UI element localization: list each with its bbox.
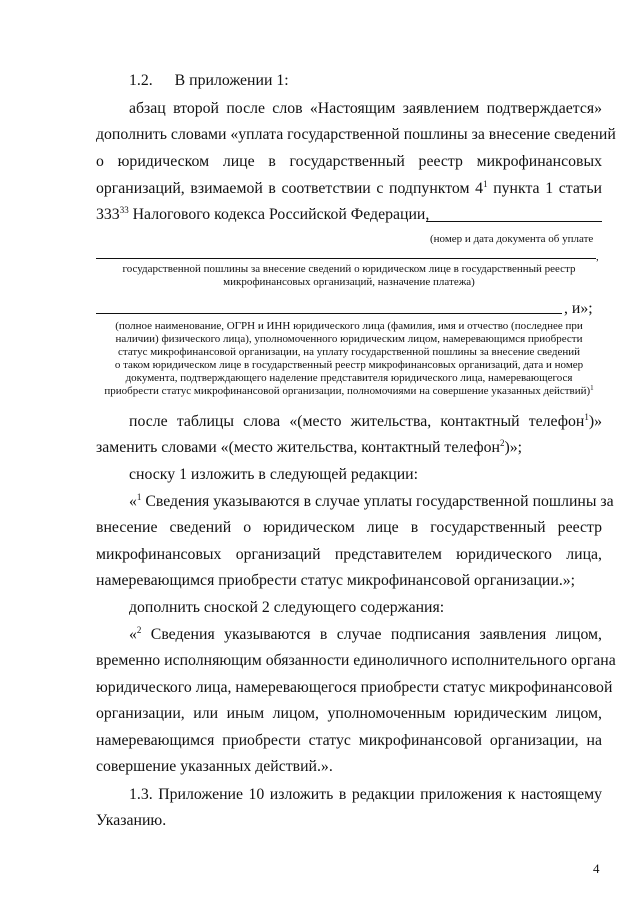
- caption-note: о таком юридическом лице в государственный реестр микрофинансовых организаций, дата и номер: [114, 359, 584, 371]
- paragraph-line: «$^1$ Сведения указываются в случае уплаты государственной пошлины за: [129, 492, 614, 510]
- section-1-3-line: 1.3. Приложение 10 изложить в редакции приложения к настоящему: [129, 786, 602, 803]
- caption-note: микрофинансовых организаций, назначение платежа): [223, 276, 475, 288]
- paragraph-line: организаций, взимаемой в соответствии с подпунктом $4^1$ пункта 1 статьи: [96, 179, 602, 197]
- paragraph-line: дополнить словами «уплата государственной пошлины за внесение сведений: [96, 126, 616, 143]
- paragraph-line: после таблицы слова «(место жительства, контактный телефон$^1$)»: [129, 412, 602, 430]
- paragraph-line: $333^{33}$ Налогового кодекса Российской Федерации,: [96, 205, 430, 223]
- paragraph-line: намеревающимся приобрести статус микрофинансовой организации.»;: [96, 572, 576, 589]
- paragraph-line: абзац второй после слов «Настоящим заявлением подтверждается»: [129, 100, 602, 117]
- section-number: 1.3.: [129, 786, 153, 803]
- caption-note: (полное наименование, ОГРН и ИНН юридического лица (фамилия, имя и отчество (последнее при: [115, 320, 583, 332]
- paragraph-line: «$^2$ Сведения указываются в случае подписания заявления лицом,: [129, 625, 602, 643]
- footnote-ref: 33: [119, 205, 129, 215]
- paragraph-line: дополнить сноской 2 следующего содержания:: [129, 599, 445, 616]
- footnote-ref: 1: [483, 179, 488, 189]
- fill-in-line: [426, 221, 602, 222]
- paragraph-line: заменить словами «(место жительства, контактный телефон$^2$)»;: [96, 438, 523, 456]
- fill-in-line: [96, 313, 562, 314]
- paragraph-line: , и»;: [564, 300, 593, 317]
- caption-note: приобрести статус микрофинансовой организации, полномочиями на совершение указанных действий)$^1$: [104, 384, 594, 397]
- paragraph-line: юридического лица, намеревающегося приобрести статус микрофинансовой: [96, 679, 613, 696]
- paragraph-line: микрофинансовых организаций представителем юридического лица,: [96, 546, 602, 563]
- section-1-2-heading: [129, 71, 429, 91]
- caption-note: (номер и дата документа об уплате: [430, 233, 594, 245]
- fill-in-line: [96, 258, 596, 259]
- caption-note: государственной пошлины за внесение сведений о юридическом лице в государственный реестр: [122, 263, 576, 275]
- caption-note: документа, подтверждающего наделение представителя юридического лица, намеревающегося: [125, 372, 573, 384]
- paragraph-line: внесение сведений о юридическом лице в государственный реестр: [96, 519, 602, 536]
- paragraph-line: организации, или иным лицом, уполномоченным юридическим лицом,: [96, 705, 602, 722]
- page-number: 4: [593, 861, 600, 876]
- section-title: В приложении 1:: [174, 72, 289, 89]
- paragraph-line: совершение указанных действий.».: [96, 758, 333, 775]
- paragraph-line: намеревающимся приобрести статус микрофинансовой организации, на: [96, 732, 602, 749]
- section-number: 1.2.: [129, 72, 153, 89]
- caption-note: статус микрофинансовой организации, на уплату государственной пошлины за внесение сведений: [118, 346, 580, 358]
- caption-note-comma: ,: [596, 251, 599, 263]
- paragraph-line: временно исполняющим обязанности единоличного исполнительного органа: [96, 652, 616, 669]
- paragraph-line: Указанию.: [96, 812, 167, 829]
- paragraph-line: сноску 1 изложить в следующей редакции:: [129, 466, 419, 483]
- caption-note: наличии) физического лица), уполномоченного юридическим лицом, намеревающимся приобрести: [115, 333, 583, 345]
- paragraph-line: о юридическом лице в государственный реестр микрофинансовых: [96, 153, 602, 170]
